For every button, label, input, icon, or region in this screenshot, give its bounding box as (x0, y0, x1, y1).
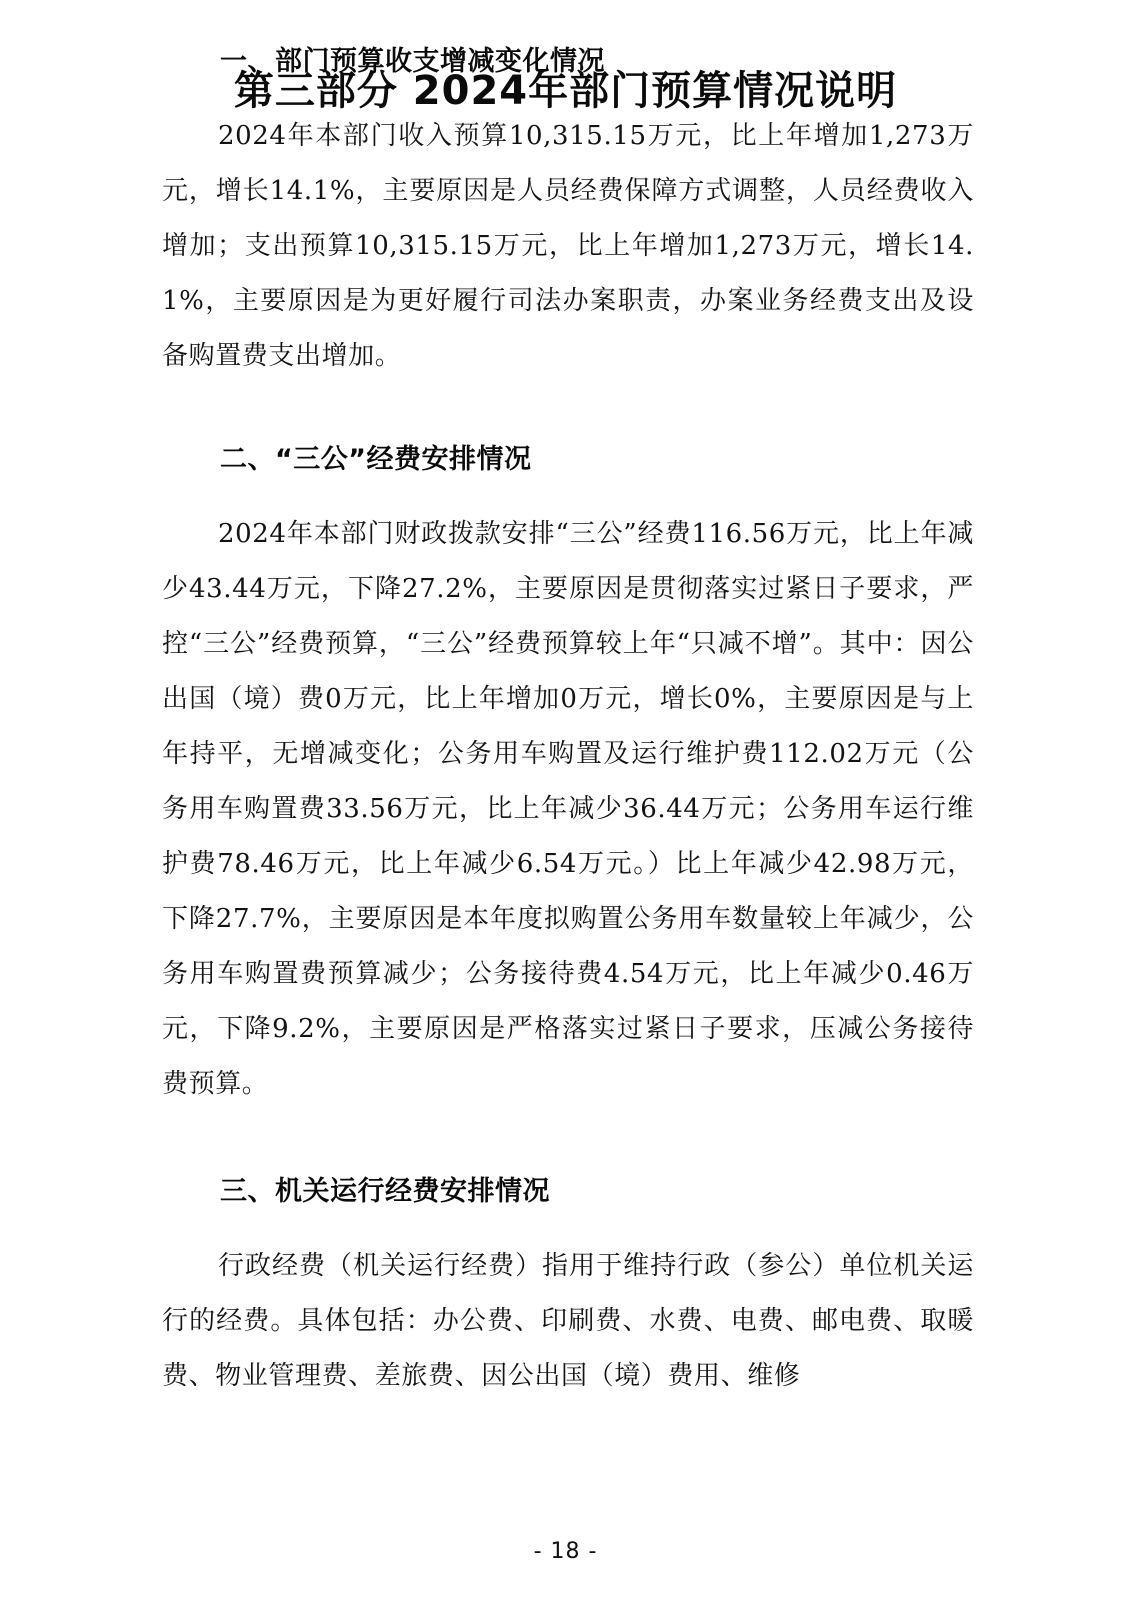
section-heading-2: 二、“三公”经费安排情况 (220, 444, 532, 476)
section-heading-1: 一、部门预算收支增减变化情况 (220, 46, 605, 77)
section-paragraph-1: 2024年本部门收入预算10,315.15万元，比上年增加1,273万元，增长14.1%，主要原因是人员经费保障方式调整，人员经费收入增加；支出预算10,315.15万元，比上年增加1,273万元，增长14.1%，主要原因是为更好履行司法办案职责，办案业务经费支出及设备购置费支出增加。 (162, 121, 974, 372)
page-title: 第三部分 2024年部门预算情况说明 (233, 68, 898, 114)
page-number: - 18 - (533, 1539, 598, 1564)
section-heading-3: 三、机关运行经费安排情况 (220, 1176, 550, 1208)
document-body (162, 0, 974, 1404)
section-paragraph-3: 行政经费（机关运行经费）指用于维持行政（参公）单位机关运行的经费。具体包括：办公费、印刷费、水费、电费、邮电费、取暖费、物业管理费、差旅费、因公出国（境）费用、维修 (162, 1251, 974, 1392)
section-paragraph-2: 2024年本部门财政拨款安排“三公”经费116.56万元，比上年减少43.44万元，下降27.2%，主要原因是贯彻落实过紧日子要求，严控“三公”经费预算，“三公”经费预算较上年“只减不增”。其中：因公出国（境）费0万元，比上年增加0万元，增长0%，主要原因是与上年持平，无增减变化；公务用车购置及运行维护费112.02万元（公务用车购置费33.56万元，比上年减少36.44万元；公务用车运行维护费78.46万元，比上年减少6.54万元。）比上年减少42.98万元，下降27.7%，主要原因是本年度拟购置公务用车数量较上年减少，公务用车购置费预算减少；公务接待费4.54万元，比上年减少0.46万元，下降9.2%，主要原因是严格落实过紧日子要求，压减公务接待费预算。 (162, 519, 974, 1100)
